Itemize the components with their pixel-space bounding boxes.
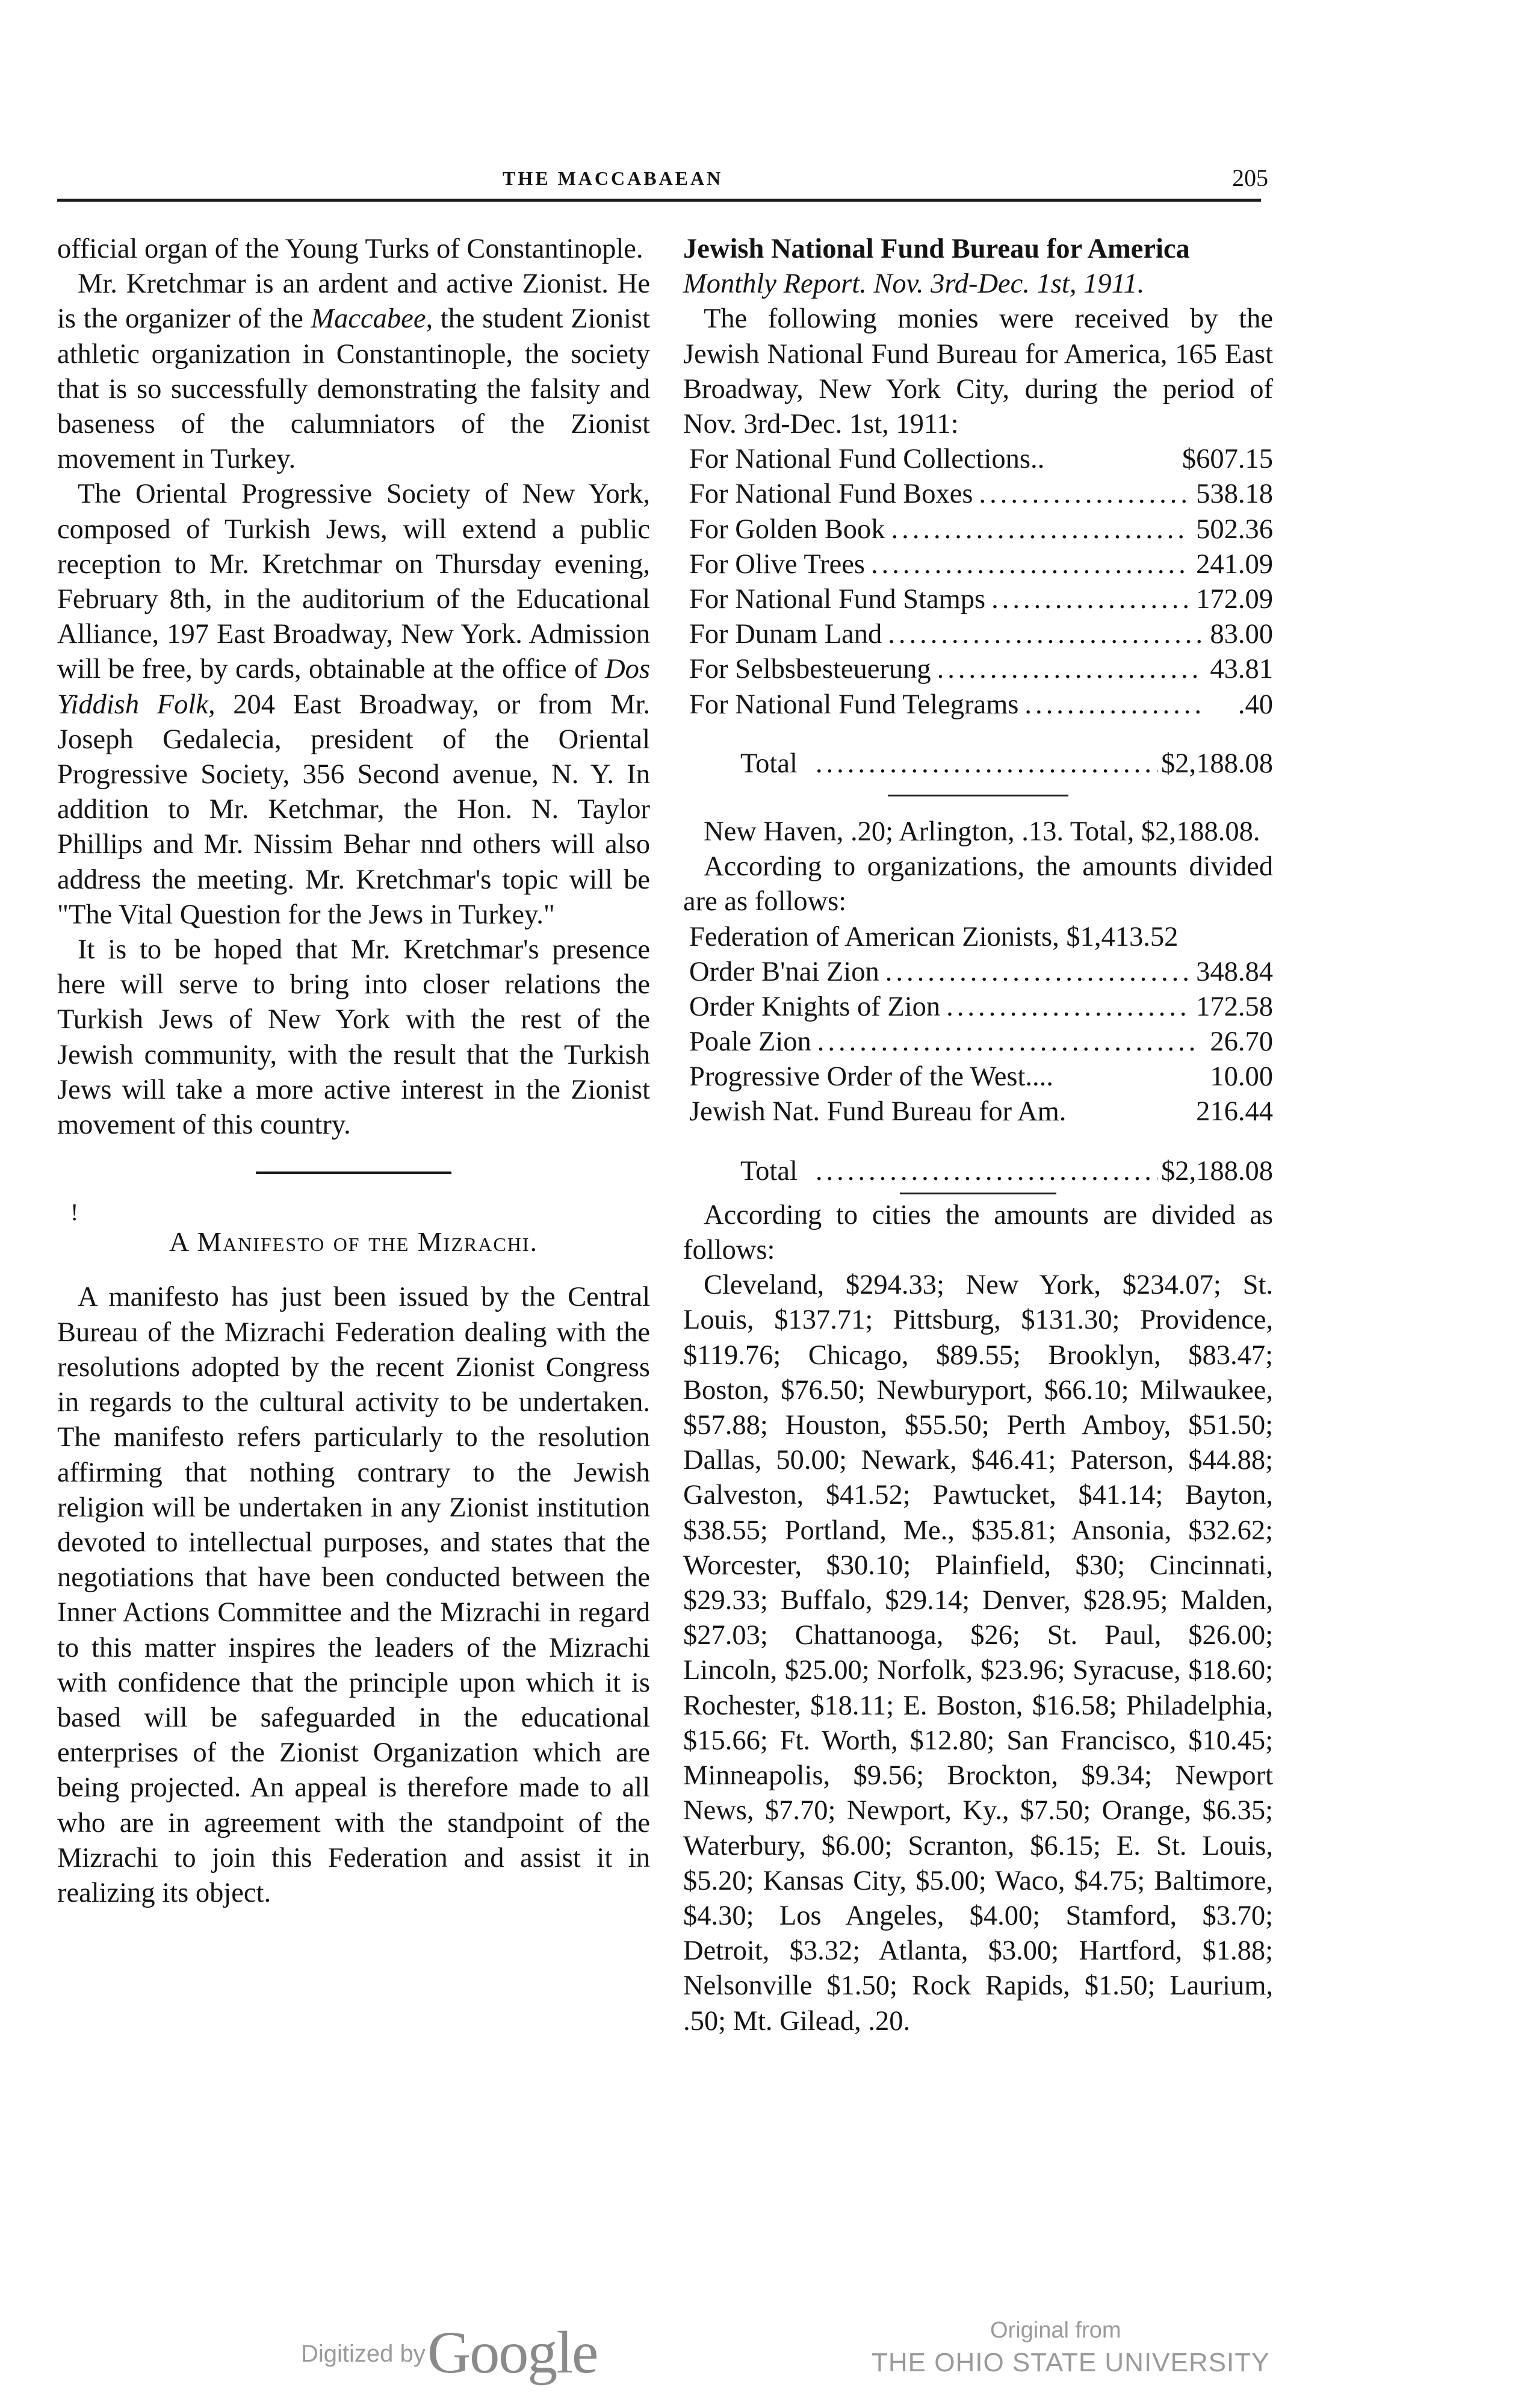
digitization-footer [0, 2306, 1515, 2402]
ledger-row: For Dunam Land ..... 83.00 [683, 617, 1273, 652]
page-number: 205 [1232, 164, 1268, 191]
paragraph-reception: The Oriental Progressive Society of New York, composed of Turkish Jews, will extend a public reception to Mr. Kretchmar on Thursday evening, February 8th, in the auditorium of the Educational Alliance, 197 East Broadway, New York. Admission will be free, by cards, obtainable at the office of Dos Yiddish Folk, 204 East Broadway, or from Mr. Joseph Gedalecia, president of the Oriental Progressive Society, 356 Second avenue, N. Y. In addition to Mr. Ketchmar, the Hon. N. Taylor Phillips and Mr. Nissim Behar nnd others will also address the meeting. Mr. Kretchmar's topic will be "The Vital Question for the Jews in Turkey." [57, 479, 650, 930]
ledger-row: For Golden Book ..... 502.36 [683, 512, 1273, 547]
cities-list: Cleveland, $294.33; New York, $234.07; St. Louis, $137.71; Pittsburg, $131.30; Providence, $119.76; Chicago, $89.55; Brooklyn, $83.47; Boston, $76.50; Newburyport, $66.10; Milwaukee, $57.88; Houston, $55.50; Perth Amboy, $51.50; Dallas, 50.00; Newark, $46.41; Paterson, $44.88; Galveston, $41.52; Pawtucket, $41.14; Bayton, $38.55; Portland, Me., $35.81; Ansonia, $32.62; Worcester, $30.10; Plainfield, $30; Cincinnati, $29.33; Buffalo, $29.14; Denver, $28.95; Malden, $27.03; Chattanooga, $26; St. Paul, $26.00; Lincoln, $25.00; Norfolk, $23.96; Syracuse, $18.60; Rochester, $18.11; E. Boston, $16.58; Philadelphia, $15.66; Ft. Worth, $12.80; San Francisco, $10.45; Minneapolis, $9.56; Brockton, $9.34; Newport News, $7.70; Newport, Ky., $7.50; Orange, $6.35; Waterbury, $6.00; Scranton, $6.15; E. St. Louis, $5.20; Kansas City, $5.00; Waco, $4.75; Baltimore, $4.30; Los Angeles, $4.00; Stamford, $3.70; Detroit, $3.32; Atlanta, $3.00; Hartford, $1.88; Nelsonville $1.50; Rock Rapids, $1.50; Laurium, .50; Mt. Gilead, .20. [683, 1270, 1273, 2037]
original-from-label: Original from [990, 2318, 1121, 2343]
collections-list [683, 442, 1273, 722]
paragraph-manifesto: A manifesto has just been issued by the Central Bureau of the Mizrachi Federation dealing with the resolutions adopted by the recent Zionist Congress in regards to the cultural activity to be undertaken. The manifesto refers particularly to the resolution affirming that nothing contrary to the Jewish religion will be undertaken in any Zionist institution devoted to intellectual purposes, and states that the negotiations that have been conducted between the Inner Actions Committee and the Mizrachi in regard to this matter inspires the leaders of the Mizrachi with confidence that the principle upon which it is based will be safeguarded in the educational enterprises of the Zionist Organization which are being projected. An appeal is therefore made to all who are in agreement with the standpoint of the Mizrachi to join this Federation and assist it in realizing its object. [57, 1282, 650, 1908]
section-divider [256, 1171, 451, 1174]
paragraph-continuation: official organ of the Young Turks of Constantinople. [57, 234, 643, 264]
page-header [57, 161, 1268, 197]
section-title-manifesto: A Manifesto of the Mizrachi. [169, 1226, 538, 1258]
ledger-row: Poale Zion ..... 26.70 [683, 1025, 1273, 1060]
ledger-row: For National Fund Boxes ..... 538.18 [683, 477, 1273, 512]
left-column [57, 232, 650, 1911]
organizations-list [683, 955, 1273, 1130]
ledger-row: For Selbsbesteuerung ..... 43.81 [683, 652, 1273, 687]
collections-total: Total ..... $2,188.08 [683, 746, 1273, 781]
ledger-row: For National Fund Stamps ..... 172.09 [683, 582, 1273, 617]
report-intro: The following monies were received by the Jewish National Fund Bureau for America, 165 East Broadway, New York City, during the period of Nov. 3rd-Dec. 1st, 1911: [683, 303, 1273, 440]
paragraph-hope: It is to be hoped that Mr. Kretchmar's presence here will serve to bring into closer relations the Turkish Jews of New York with the rest of the Jewish community, with the result that the Turkish Jews will take a more active interest in the Zionist movement of this country. [57, 934, 650, 1141]
institution-name: THE OHIO STATE UNIVERSITY [872, 2348, 1270, 2377]
report-title: Jewish National Fund Bureau for America [683, 234, 1190, 264]
ledger-row: Order B'nai Zion ..... 348.84 [683, 955, 1273, 990]
ledger-row: For Olive Trees ..... 241.09 [683, 547, 1273, 582]
organizations-total: Total ..... $2,188.08 [683, 1154, 1273, 1189]
right-column [683, 232, 1273, 2039]
stray-mark: ! [70, 1199, 79, 1226]
header-rule [57, 199, 1261, 202]
ledger-row: Progressive Order of the West.... 10.00 [689, 1061, 1273, 1093]
ledger-row: Order Knights of Zion ..... 172.58 [683, 990, 1273, 1025]
digitized-by-label: Digitized by [301, 2341, 426, 2367]
total-divider [888, 795, 1068, 796]
report-subtitle: Monthly Report. Nov. 3rd-Dec. 1st, 1911. [683, 268, 1145, 300]
paragraph-kretchmar: Mr. Kretchmar is an ardent and active Zionist. He is the organizer of the Maccabee, the student Zionist athletic organization in Constantinople, the society that is so successfully demonstrating the falsity and baseness of the calumniators of the Zionist movement in Turkey. [57, 268, 650, 475]
report-note: New Haven, .20; Arlington, .13. Total, $2,188.08. [704, 816, 1260, 847]
ledger-row: Jewish Nat. Fund Bureau for Am. 216.44 [689, 1096, 1273, 1128]
organizations-intro: According to organizations, the amounts divided are as follows: [683, 851, 1273, 917]
cities-intro: According to cities the amounts are divided as follows: [683, 1199, 1273, 1266]
organization-first: Federation of American Zionists, $1,413.52 [689, 921, 1179, 952]
total-divider [900, 1193, 1056, 1194]
ledger-row: For National Fund Collections.. $607.15 [689, 444, 1273, 475]
google-logo: Google [427, 2319, 598, 2386]
running-title: THE MACCABAEAN [503, 167, 723, 189]
ledger-row: For National Fund Telegrams ..... .40 [683, 687, 1273, 722]
